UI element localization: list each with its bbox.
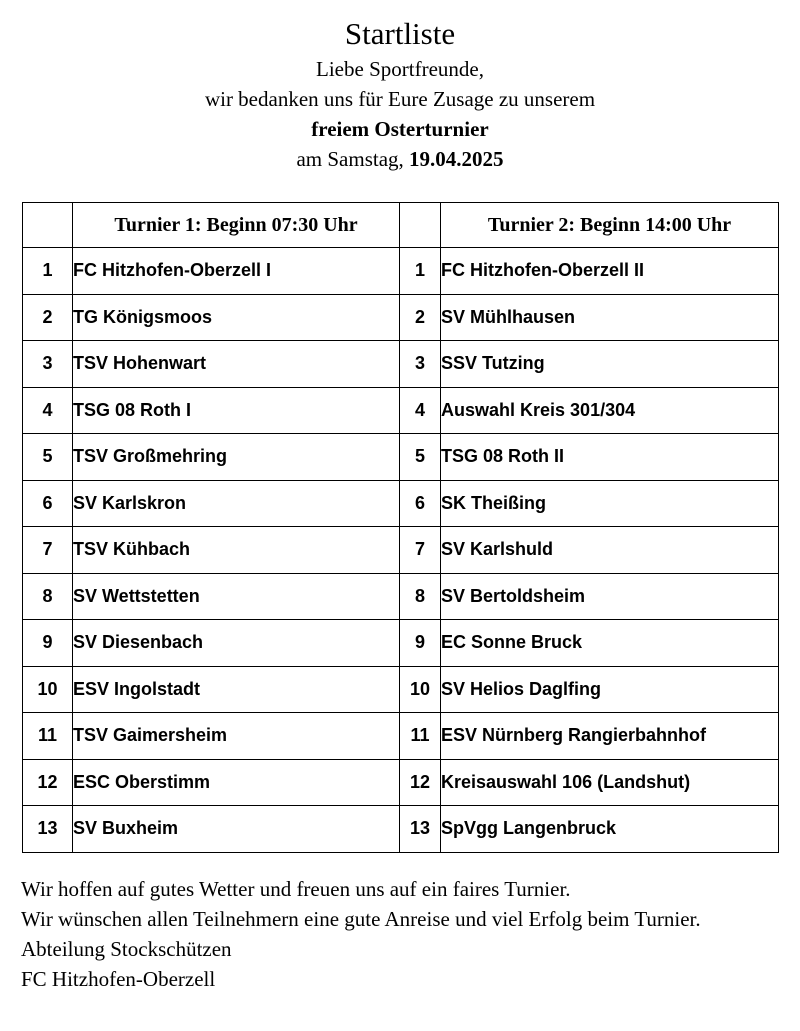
date-line <box>0 144 800 174</box>
tournament-1-heading: Turnier 1: Beginn 07:30 Uhr <box>73 203 400 248</box>
tournament-1-team: SV Diesenbach <box>73 620 400 667</box>
tournament-1-start-number: 2 <box>23 294 73 341</box>
table-row <box>23 573 779 620</box>
greeting: Liebe Sportfreunde, <box>316 57 484 81</box>
tournament-1-start-number: 5 <box>23 434 73 481</box>
tournament-1-team: ESV Ingolstadt <box>73 666 400 713</box>
tournament-2-team: Auswahl Kreis 301/304 <box>441 387 779 434</box>
tournament-2-team: SV Helios Daglfing <box>441 666 779 713</box>
tournament-2-start-number: 9 <box>400 620 441 667</box>
tournament-2-team: Kreisauswahl 106 (Landshut) <box>441 759 779 806</box>
tournament-name: freiem Osterturnier <box>311 117 489 141</box>
tournament-1-start-number: 7 <box>23 527 73 574</box>
tournament-1-start-number: 10 <box>23 666 73 713</box>
tournament-1-start-number: 13 <box>23 806 73 853</box>
table-row <box>23 434 779 481</box>
tournament-1-team: TSG 08 Roth I <box>73 387 400 434</box>
header-empty-cell <box>400 203 441 248</box>
table-row <box>23 527 779 574</box>
tournament-2-team: SV Karlshuld <box>441 527 779 574</box>
page-title: Startliste <box>344 16 456 51</box>
start-list-table <box>22 202 779 853</box>
tournament-2-start-number: 1 <box>400 248 441 295</box>
tournament-1-start-number: 12 <box>23 759 73 806</box>
tournament-1-team: TG Königsmoos <box>73 294 400 341</box>
tournament-1-start-number: 4 <box>23 387 73 434</box>
tournament-2-start-number: 12 <box>400 759 441 806</box>
table-row <box>23 713 779 760</box>
tournament-2-team: SpVgg Langenbruck <box>441 806 779 853</box>
tournament-1-start-number: 3 <box>23 341 73 388</box>
tournament-2-start-number: 6 <box>400 480 441 527</box>
tournament-1-team: FC Hitzhofen-Oberzell I <box>73 248 400 295</box>
tournament-2-team: SV Bertoldsheim <box>441 573 779 620</box>
table-row <box>23 480 779 527</box>
tournament-2-start-number: 10 <box>400 666 441 713</box>
club-name: FC Hitzhofen-Oberzell <box>21 967 216 991</box>
tournament-1-team: SV Karlskron <box>73 480 400 527</box>
closing-line-wishes: Wir wünschen allen Teilnehmern eine gute Anreise und viel Erfolg beim Turnier. <box>21 907 701 931</box>
tournament-1-start-number: 6 <box>23 480 73 527</box>
tournament-2-start-number: 8 <box>400 573 441 620</box>
tournament-2-team: FC Hitzhofen-Oberzell II <box>441 248 779 295</box>
document-header <box>0 14 800 174</box>
date-prefix: am Samstag, <box>296 147 410 171</box>
tournament-2-team: SV Mühlhausen <box>441 294 779 341</box>
closing-line-weather: Wir hoffen auf gutes Wetter und freuen uns auf ein faires Turnier. <box>21 877 571 901</box>
tournament-1-team: SV Buxheim <box>73 806 400 853</box>
tournament-1-start-number: 11 <box>23 713 73 760</box>
tournament-2-team: ESV Nürnberg Rangierbahnhof <box>441 713 779 760</box>
tournament-1-team: SV Wettstetten <box>73 573 400 620</box>
tournament-2-heading: Turnier 2: Beginn 14:00 Uhr <box>441 203 779 248</box>
tournament-2-team: SK Theißing <box>441 480 779 527</box>
header-empty-cell <box>23 203 73 248</box>
tournament-1-team: TSV Gaimersheim <box>73 713 400 760</box>
tournament-2-start-number: 7 <box>400 527 441 574</box>
tournament-1-start-number: 9 <box>23 620 73 667</box>
tournament-1-team: ESC Oberstimm <box>73 759 400 806</box>
tournament-2-team: EC Sonne Bruck <box>441 620 779 667</box>
department-name: Abteilung Stockschützen <box>21 937 232 961</box>
tournament-2-start-number: 11 <box>400 713 441 760</box>
table-row <box>23 387 779 434</box>
tournament-2-start-number: 13 <box>400 806 441 853</box>
tournament-2-start-number: 4 <box>400 387 441 434</box>
tournament-2-start-number: 2 <box>400 294 441 341</box>
table-row <box>23 806 779 853</box>
table-row <box>23 294 779 341</box>
table-row <box>23 759 779 806</box>
tournament-1-team: TSV Hohenwart <box>73 341 400 388</box>
tournament-2-start-number: 3 <box>400 341 441 388</box>
table-row <box>23 666 779 713</box>
tournament-1-start-number: 8 <box>23 573 73 620</box>
intro-text: wir bedanken uns für Eure Zusage zu unserem <box>204 87 596 111</box>
date-value: 19.04.2025 <box>409 147 504 171</box>
table-row <box>23 620 779 667</box>
tournament-1-team: TSV Kühbach <box>73 527 400 574</box>
tournament-2-start-number: 5 <box>400 434 441 481</box>
table-header-row <box>23 203 779 248</box>
table-row <box>23 248 779 295</box>
closing-text <box>21 874 791 994</box>
tournament-1-team: TSV Großmehring <box>73 434 400 481</box>
tournament-2-team: TSG 08 Roth II <box>441 434 779 481</box>
tournament-1-start-number: 1 <box>23 248 73 295</box>
table-row <box>23 341 779 388</box>
tournament-2-team: SSV Tutzing <box>441 341 779 388</box>
